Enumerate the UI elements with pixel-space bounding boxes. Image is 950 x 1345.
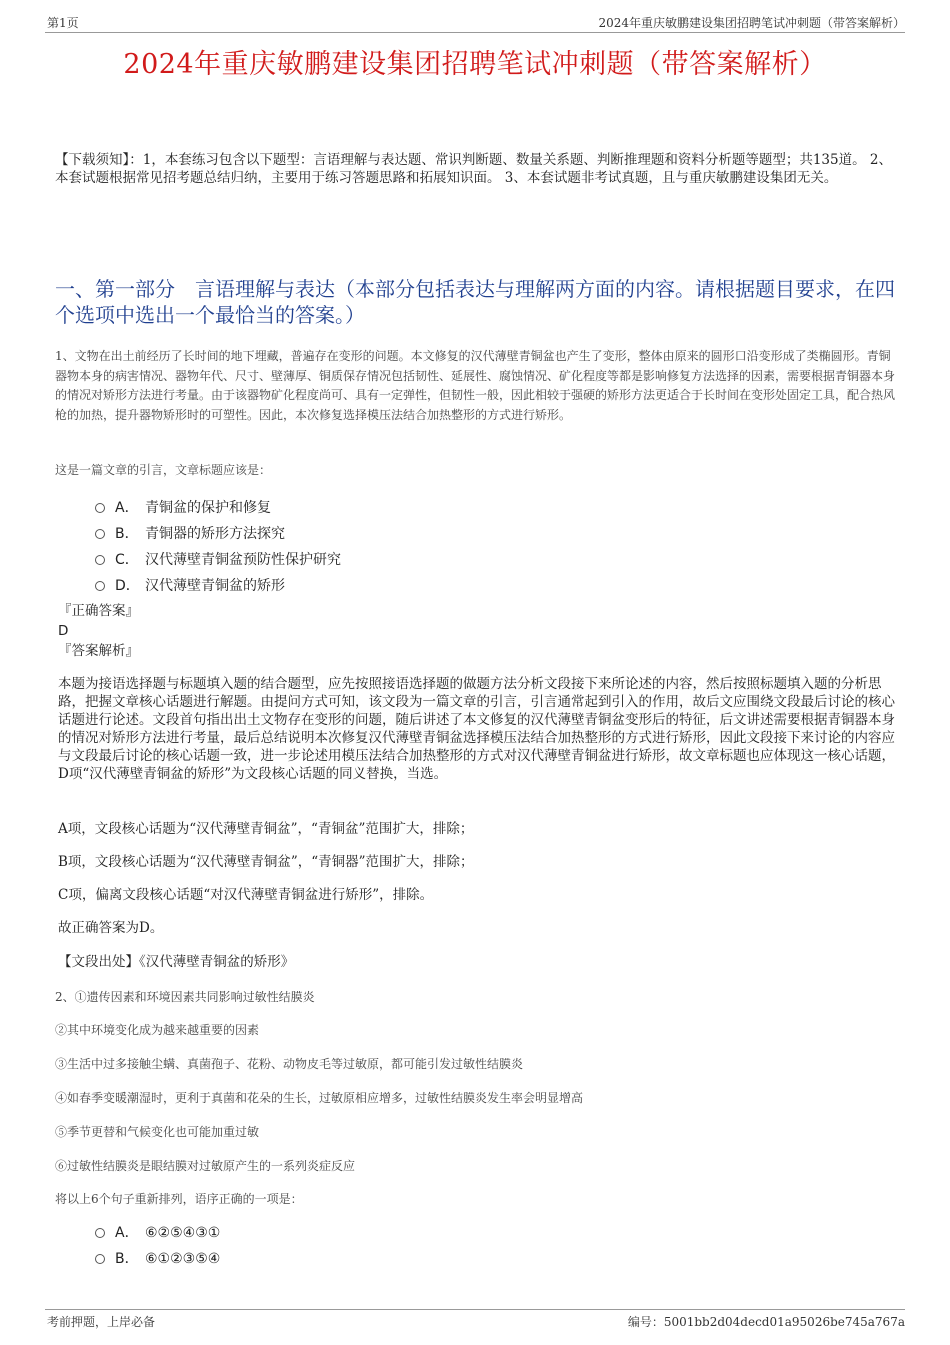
radio-icon[interactable] [95, 503, 105, 513]
question-1-prompt: 这是一篇文章的引言，文章标题应该是： [55, 463, 272, 477]
radio-icon[interactable] [95, 529, 105, 539]
correct-answer-value: D [58, 623, 69, 639]
question-2-sentence: 2、①遗传因素和环境因素共同影响过敏性结膜炎 [55, 990, 315, 1004]
question-2-sentence: ③生活中过多接触尘螨、真菌孢子、花粉、动物皮毛等过敏原，都可能引发过敏性结膜炎 [55, 1057, 524, 1071]
option-b[interactable]: B． 青铜器的矫形方法探究 [95, 521, 341, 547]
option-c[interactable]: C． 汉代薄壁青铜盆预防性保护研究 [95, 547, 341, 573]
radio-icon[interactable] [95, 555, 105, 565]
question-2-sentence: ⑤季节更替和气候变化也可能加重过敏 [55, 1125, 260, 1139]
correct-answer-label: 『正确答案』 [58, 603, 139, 619]
download-notice: 【下载须知】：1，本套练习包含以下题型：言语理解与表达题、常识判断题、数量关系题、判断推理题和资料分析题等题型；共135道。 2、本套试题根据常见招考题总结归纳，主要用于练习答题思路和拓展知识面。 3、本套试题非考试真题，且与重庆敏鹏建设集团无关。 [55, 152, 892, 186]
analysis-text: 本题为接语选择题与标题填入题的结合题型，应先按照接语选择题的做题方法分析文段接下来所论述的内容，然后按照标题填入题的分析思路，把握文章核心话题进行解题。由提问方式可知，该文段为一篇文章的引言，引言通常起到引入的作用，故后文应围绕文段最后讨论的核心话题进行论述。文段首句指出出土文物存在变形的问题，随后讲述了本文修复的汉代薄壁青铜盆变形后的特征，后文讲述需要根据青铜器本身的情况对矫形方法进行考量，最后总结说明本次修复汉代薄壁青铜盆选择模压法结合加热整形的方式进行矫形，因此文段接下来讨论的内容应与文段最后讨论的核心话题一致，进一步论述用模压法结合加热整形的方式对汉代薄壁青铜盆进行矫形，故文章标题也应体现这一核心话题，D项“汉代薄壁青铜盆的矫形”为文段核心话题的同义替换，当选。 [58, 676, 895, 782]
question-1-options [95, 495, 341, 599]
question-2-sentence: ⑥过敏性结膜炎是眼结膜对过敏原产生的一系列炎症反应 [55, 1159, 356, 1173]
footer-slogan: 考前押题，上岸必备 [47, 1315, 156, 1329]
radio-icon[interactable] [95, 1254, 105, 1264]
question-2-prompt: 将以上6个句子重新排列，语序正确的一项是： [55, 1192, 303, 1206]
page-number: 第1页 [47, 16, 79, 30]
page-title: 2024年重庆敏鹏建设集团招聘笔试冲刺题（带答案解析） [123, 49, 827, 80]
analysis-line: C项，偏离文段核心话题“对汉代薄壁青铜盆进行矫形”，排除。 [58, 887, 434, 903]
analysis-label: 『答案解析』 [58, 643, 139, 659]
footer-doc-id: 编号：5001bb2d04decd01a95026be745a767a [627, 1315, 905, 1329]
text-source: 【文段出处】《汉代薄壁青铜盆的矫形》 [58, 954, 295, 970]
analysis-line: B项，文段核心话题为“汉代薄壁青铜盆”，“青铜器”范围扩大，排除； [58, 854, 474, 870]
footer-rule [45, 1309, 905, 1310]
question-1-text: 1、文物在出土前经历了长时间的地下埋藏，普遍存在变形的问题。本文修复的汉代薄壁青铜盆也产生了变形，整体由原来的圆形口沿变形成了类椭圆形。青铜器物本身的病害情况、器物年代、尺寸、壁薄厚、铜质保存情况包括韧性、延展性、腐蚀情况、矿化程度等都是影响修复方法选择的因素，需要根据青铜器本身的情况对矫形方法进行考量。由于该器物矿化程度尚可、具有一定弹性，但韧性一般，因此相较于强硬的矫形方法更适合于长时间在变形处固定工具，配合热风枪的加热，提升器物矫形时的可塑性。因此，本次修复选择模压法结合加热整形的方式进行矫形。 [55, 349, 896, 422]
radio-icon[interactable] [95, 1228, 105, 1238]
header-rule [45, 32, 905, 33]
question-2-options [95, 1220, 220, 1272]
analysis-line: A项，文段核心话题为“汉代薄壁青铜盆”，“青铜盆”范围扩大，排除； [58, 821, 474, 837]
analysis-conclusion: 故正确答案为D。 [58, 920, 164, 936]
question-2-sentence: ②其中环境变化成为越来越重要的因素 [55, 1023, 260, 1037]
radio-icon[interactable] [95, 581, 105, 591]
option-a[interactable]: A． 青铜盆的保护和修复 [95, 495, 341, 521]
question-2-sentence: ④如春季变暖潮湿时，更利于真菌和花朵的生长，过敏原相应增多，过敏性结膜炎发生率会明显增高 [55, 1091, 584, 1105]
option-a[interactable]: A． ⑥②⑤④③① [95, 1220, 220, 1246]
option-d[interactable]: D． 汉代薄壁青铜盆的矫形 [95, 573, 341, 599]
option-b[interactable]: B． ⑥①②③⑤④ [95, 1246, 220, 1272]
header-doc-title: 2024年重庆敏鹏建设集团招聘笔试冲刺题（带答案解析） [598, 16, 905, 30]
section-heading: 一、第一部分 言语理解与表达（本部分包括表达与理解两方面的内容。请根据题目要求，在四个选项中选出一个最恰当的答案。） [55, 277, 895, 327]
